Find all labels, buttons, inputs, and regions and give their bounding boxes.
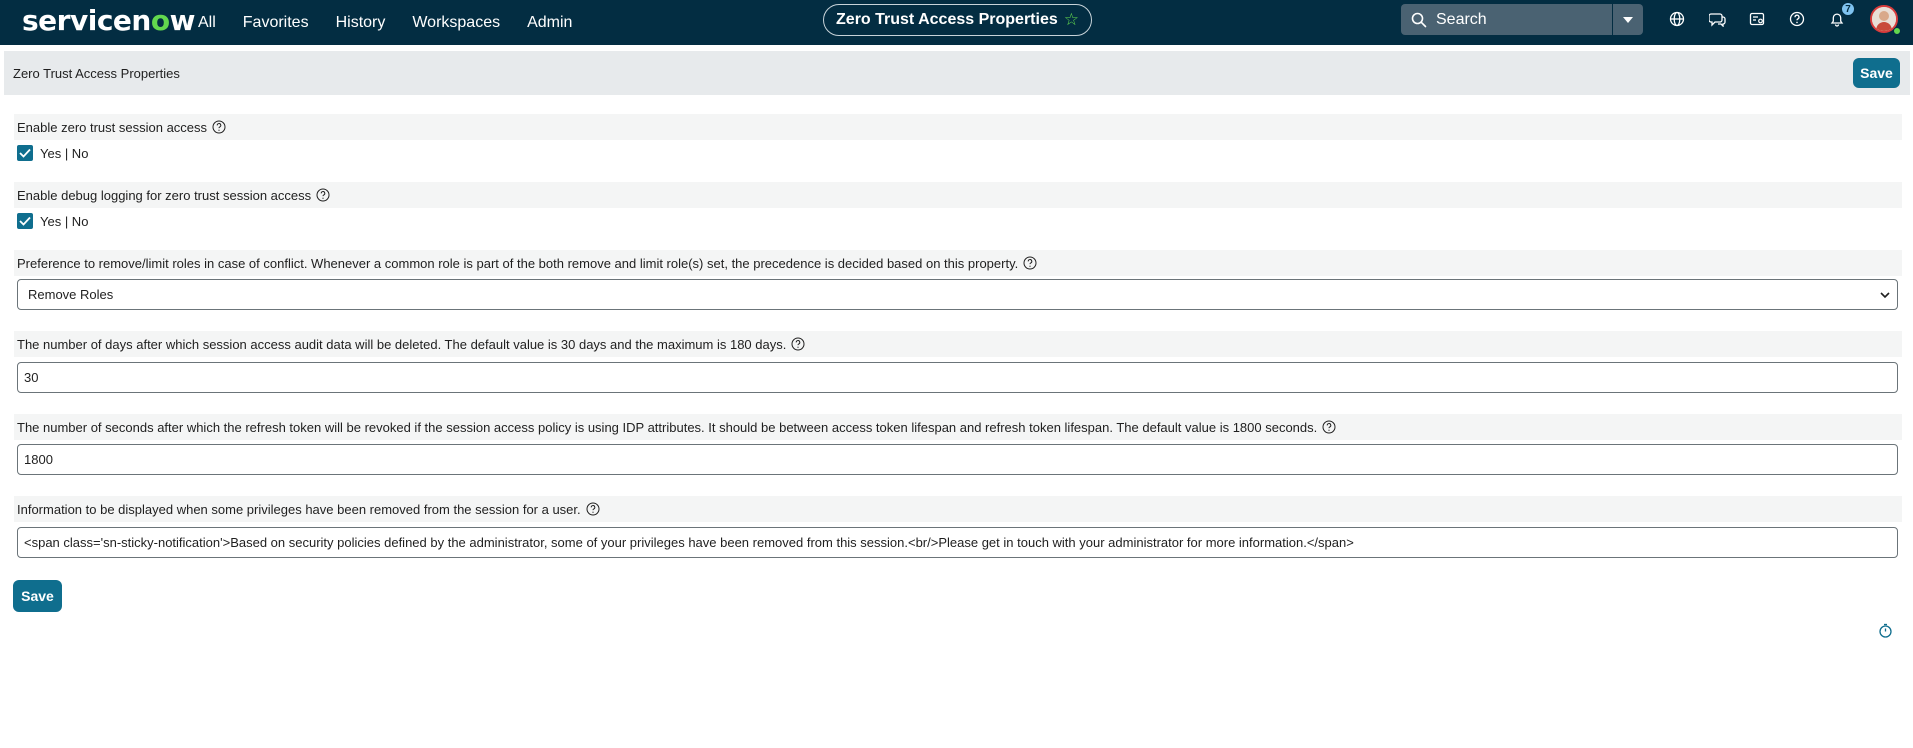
- refresh-token-seconds-input[interactable]: [17, 444, 1898, 475]
- nav-admin[interactable]: Admin: [527, 13, 573, 31]
- servicenow-logo[interactable]: servicenow: [22, 4, 195, 37]
- search-placeholder: Search: [1436, 10, 1487, 28]
- globe-icon[interactable]: [1668, 10, 1686, 28]
- global-search-input[interactable]: [1401, 4, 1612, 35]
- property-label-debug-logging: Enable debug logging for zero trust session access: [14, 182, 1902, 208]
- input-value: 1800: [24, 452, 53, 467]
- input-value: 30: [24, 370, 39, 385]
- save-button-bottom[interactable]: Save: [13, 580, 62, 612]
- nav-all[interactable]: All: [198, 13, 216, 31]
- chevron-down-icon: [1622, 16, 1634, 24]
- timer-icon[interactable]: [1878, 623, 1893, 638]
- presence-indicator: [1893, 27, 1901, 35]
- property-label-audit-retention-days: The number of days after which session access audit data will be deleted. The default value is 30 days and the maximum is 180 days.: [14, 331, 1902, 357]
- top-navigation-bar: [0, 0, 1913, 45]
- audit-retention-days-input[interactable]: [17, 362, 1898, 393]
- debug-logging-checkbox[interactable]: [17, 213, 33, 229]
- help-circle-icon[interactable]: [791, 337, 805, 351]
- checkmark-icon: [19, 216, 31, 226]
- inbox-icon[interactable]: [1748, 10, 1766, 28]
- save-button-top[interactable]: Save: [1853, 58, 1900, 88]
- role-conflict-select[interactable]: [17, 279, 1898, 310]
- nav-workspaces[interactable]: Workspaces: [412, 13, 501, 31]
- nav-history[interactable]: History: [335, 13, 386, 31]
- context-title-pill[interactable]: [823, 4, 1092, 36]
- help-icon[interactable]: [1788, 10, 1806, 28]
- select-value: Remove Roles: [28, 287, 114, 302]
- form-header: [4, 51, 1910, 95]
- property-value-enable-zero-trust: [17, 144, 88, 162]
- form-title: Zero Trust Access Properties: [13, 65, 180, 81]
- input-value: <span class='sn-sticky-notification'>Based on security policies defined by the administrator, some of your privileges have been removed from this session.<br/>Please get in touch with your administrator for more information.</span>: [24, 535, 1354, 550]
- property-value-debug-logging: [17, 212, 88, 230]
- yes-no-label: Yes | No: [40, 213, 89, 229]
- property-label-role-conflict-preference: Preference to remove/limit roles in case of conflict. Whenever a common role is part of the both remove and limit role(s) set, the precedence is decided based on this property.: [14, 250, 1902, 276]
- help-circle-icon[interactable]: [212, 120, 226, 134]
- yes-no-label: Yes | No: [40, 145, 89, 161]
- property-label-enable-zero-trust: Enable zero trust session access: [14, 114, 1902, 140]
- help-circle-icon[interactable]: [1322, 420, 1336, 434]
- help-circle-icon[interactable]: [586, 502, 600, 516]
- main-nav: [198, 0, 599, 45]
- privileges-removed-message-input[interactable]: [17, 527, 1898, 558]
- checkmark-icon: [19, 148, 31, 158]
- enable-zero-trust-checkbox[interactable]: [17, 145, 33, 161]
- notification-count-badge: 7: [1841, 2, 1855, 16]
- search-icon: [1411, 12, 1427, 28]
- nav-favorites[interactable]: Favorites: [242, 13, 309, 31]
- search-scope-dropdown[interactable]: [1613, 4, 1643, 35]
- help-circle-icon[interactable]: [316, 188, 330, 202]
- context-title: Zero Trust Access Properties: [836, 11, 1058, 28]
- help-circle-icon[interactable]: [1023, 256, 1037, 270]
- property-label-refresh-token-seconds: The number of seconds after which the refresh token will be revoked if the session access policy is using IDP attributes. It should be between access token lifespan and refresh token lifespan. The default value is 1800 seconds.: [14, 414, 1902, 440]
- chat-icon[interactable]: [1708, 10, 1726, 28]
- favorite-star-icon[interactable]: ☆: [1063, 10, 1079, 29]
- chevron-down-icon: [1879, 289, 1891, 301]
- property-label-privileges-removed-message: Information to be displayed when some privileges have been removed from the session for a user.: [14, 496, 1902, 522]
